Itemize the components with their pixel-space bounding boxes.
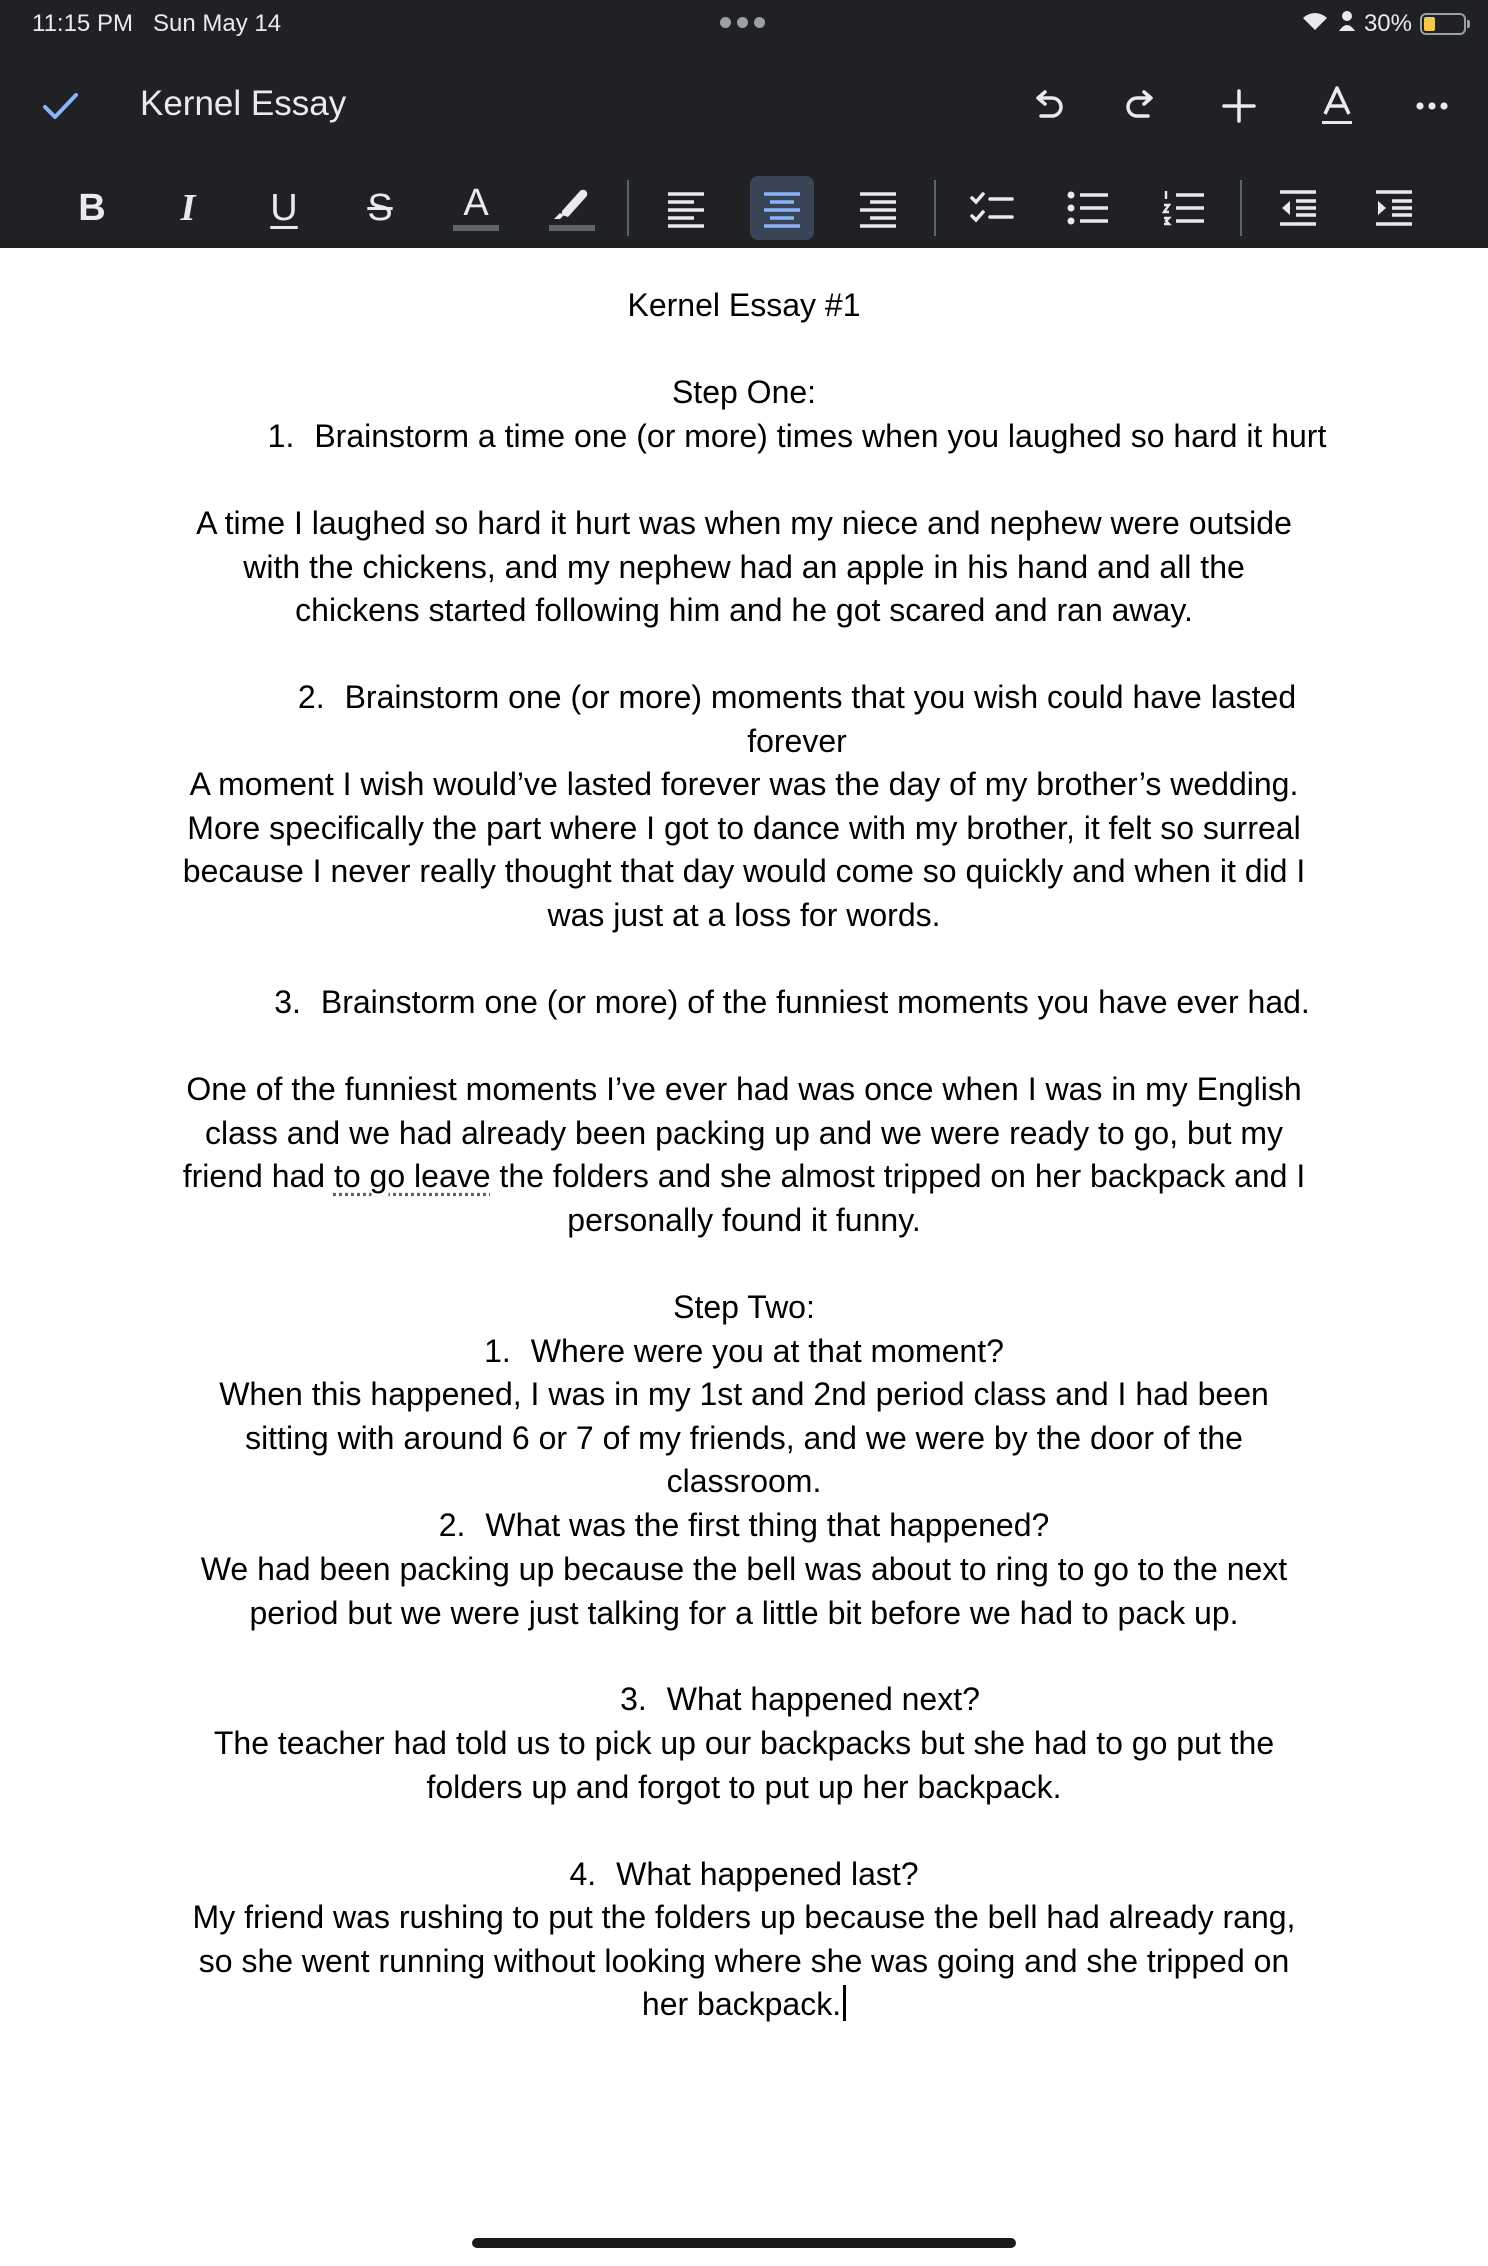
align-right-icon bbox=[858, 188, 898, 228]
prompt-text: What happened next? bbox=[666, 1681, 980, 1717]
status-right bbox=[1300, 6, 1466, 42]
underline-button[interactable] bbox=[256, 180, 312, 236]
bold-label: B bbox=[78, 187, 106, 229]
underline-label: U bbox=[270, 187, 298, 229]
align-left-button[interactable] bbox=[658, 180, 714, 236]
prompt-text: Where were you at that moment? bbox=[530, 1333, 1004, 1369]
plus-icon[interactable] bbox=[1215, 82, 1263, 130]
answer-paragraph bbox=[180, 1896, 1308, 2027]
list-number: 3. bbox=[274, 984, 301, 1020]
list-item bbox=[252, 415, 1342, 459]
answer-paragraph: We had been packing up because the bell was about to ring to go to the next period but we were just talking for a little bit before we had to pack up. bbox=[200, 1551, 1288, 1631]
undo-icon[interactable] bbox=[1024, 82, 1072, 130]
list-item bbox=[180, 1330, 1308, 1374]
list-item bbox=[180, 1853, 1308, 1897]
text-color-button[interactable] bbox=[448, 180, 504, 236]
align-center-button[interactable] bbox=[750, 176, 814, 240]
highlight-color-swatch bbox=[549, 225, 595, 231]
answer-paragraph bbox=[180, 1068, 1308, 1242]
checklist-icon bbox=[970, 188, 1014, 228]
checklist-button[interactable] bbox=[964, 180, 1020, 236]
person-icon bbox=[1338, 10, 1356, 39]
bulleted-list-icon bbox=[1066, 188, 1110, 228]
decrease-indent-button[interactable] bbox=[1270, 180, 1326, 236]
document-heading: Kernel Essay #1 bbox=[627, 287, 861, 323]
bulleted-list-button[interactable] bbox=[1060, 180, 1116, 236]
list-number: 2. bbox=[297, 679, 325, 715]
answer-paragraph: A time I laughed so hard it hurt was when my niece and nephew were outside with the chickens, and my nephew had an apple in his hand and all the chickens started following him and he got scared and ran away. bbox=[196, 505, 1292, 629]
answer-paragraph: A moment I wish would’ve lasted forever was the day of my brother’s wedding. More specifically the part where I got to dance with my brother, it felt so surreal because I never really thought that day would come so quickly and when it did I was just at a loss for words. bbox=[182, 766, 1306, 933]
toolbar-divider bbox=[934, 180, 936, 236]
strikethrough-label: S bbox=[367, 187, 393, 229]
list-number: 3. bbox=[620, 1681, 647, 1717]
list-item bbox=[272, 981, 1312, 1025]
toolbar-divider bbox=[1240, 180, 1242, 236]
multitasking-dots-icon[interactable] bbox=[720, 17, 765, 28]
answer-text: My friend was rushing to put the folders up because the bell had already rang, so she went running without looking where she was going and she tripped on her backpack. bbox=[192, 1899, 1296, 2023]
document-title[interactable]: Kernel Essay bbox=[140, 84, 347, 123]
battery-percent: 30% bbox=[1363, 10, 1412, 37]
answer-text: One of the funniest moments I’ve ever had was once when I was in my English class and we had already been packing up and we were ready to go, but my friend had bbox=[182, 1071, 1302, 1195]
italic-label: I bbox=[180, 187, 196, 229]
list-number: 4. bbox=[569, 1856, 597, 1892]
increase-indent-button[interactable] bbox=[1366, 180, 1422, 236]
answer-paragraph: When this happened, I was in my 1st and 2nd period class and I had been sitting with around 6 or 7 of my friends, and we were by the door of the classroom. bbox=[219, 1376, 1269, 1500]
prompt-text: Brainstorm one (or more) moments that you wish could have lasted forever bbox=[344, 679, 1297, 759]
align-right-button[interactable] bbox=[850, 180, 906, 236]
text-color-swatch bbox=[453, 225, 499, 231]
prompt-text: Brainstorm a time one (or more) times when you laughed so hard it hurt bbox=[314, 418, 1327, 454]
strikethrough-button[interactable] bbox=[352, 180, 408, 236]
increase-indent-icon bbox=[1374, 188, 1414, 228]
list-item bbox=[180, 1504, 1308, 1548]
battery-icon bbox=[1420, 13, 1466, 35]
list-number: 1. bbox=[484, 1333, 511, 1369]
text-format-icon[interactable] bbox=[1313, 82, 1361, 130]
status-date: Sun May 14 bbox=[153, 10, 282, 37]
bold-button[interactable] bbox=[64, 180, 120, 236]
step-two-heading: Step Two: bbox=[673, 1289, 815, 1325]
prompt-text: What happened last? bbox=[616, 1856, 919, 1892]
more-icon[interactable] bbox=[1408, 82, 1456, 130]
prompt-text: What was the first thing that happened? bbox=[485, 1507, 1050, 1543]
toolbar-divider bbox=[627, 180, 629, 236]
step-one-heading: Step One: bbox=[671, 374, 817, 410]
grammar-suggestion[interactable]: to go leave bbox=[333, 1158, 491, 1195]
app-header bbox=[0, 0, 1488, 248]
italic-button[interactable] bbox=[160, 180, 216, 236]
highlight-color-button[interactable] bbox=[544, 180, 600, 236]
text-cursor bbox=[843, 1985, 846, 2021]
text-color-label: A bbox=[463, 182, 489, 224]
list-number: 1. bbox=[267, 418, 295, 454]
status-time: 11:15 PM bbox=[32, 10, 133, 37]
list-item bbox=[252, 676, 1342, 763]
redo-icon[interactable] bbox=[1117, 82, 1165, 130]
align-center-icon bbox=[762, 188, 802, 228]
answer-text: the folders and she almost tripped on her backpack and I personally found it funny. bbox=[490, 1158, 1306, 1238]
numbered-list-button[interactable] bbox=[1156, 180, 1212, 236]
answer-paragraph: The teacher had told us to pick up our backpacks but she had to go put the folders up and forgot to put up her backpack. bbox=[213, 1725, 1275, 1805]
document-body[interactable] bbox=[0, 248, 1488, 2208]
align-left-icon bbox=[666, 188, 706, 228]
list-number: 2. bbox=[438, 1507, 466, 1543]
list-item bbox=[330, 1678, 1270, 1722]
decrease-indent-icon bbox=[1278, 188, 1318, 228]
numbered-list-icon bbox=[1162, 188, 1206, 228]
home-indicator[interactable] bbox=[472, 2238, 1016, 2248]
highlighter-icon bbox=[550, 185, 594, 223]
wifi-icon bbox=[1300, 9, 1330, 40]
prompt-text: Brainstorm one (or more) of the funniest moments you have ever had. bbox=[320, 984, 1310, 1020]
checkmark-icon[interactable] bbox=[36, 82, 84, 130]
